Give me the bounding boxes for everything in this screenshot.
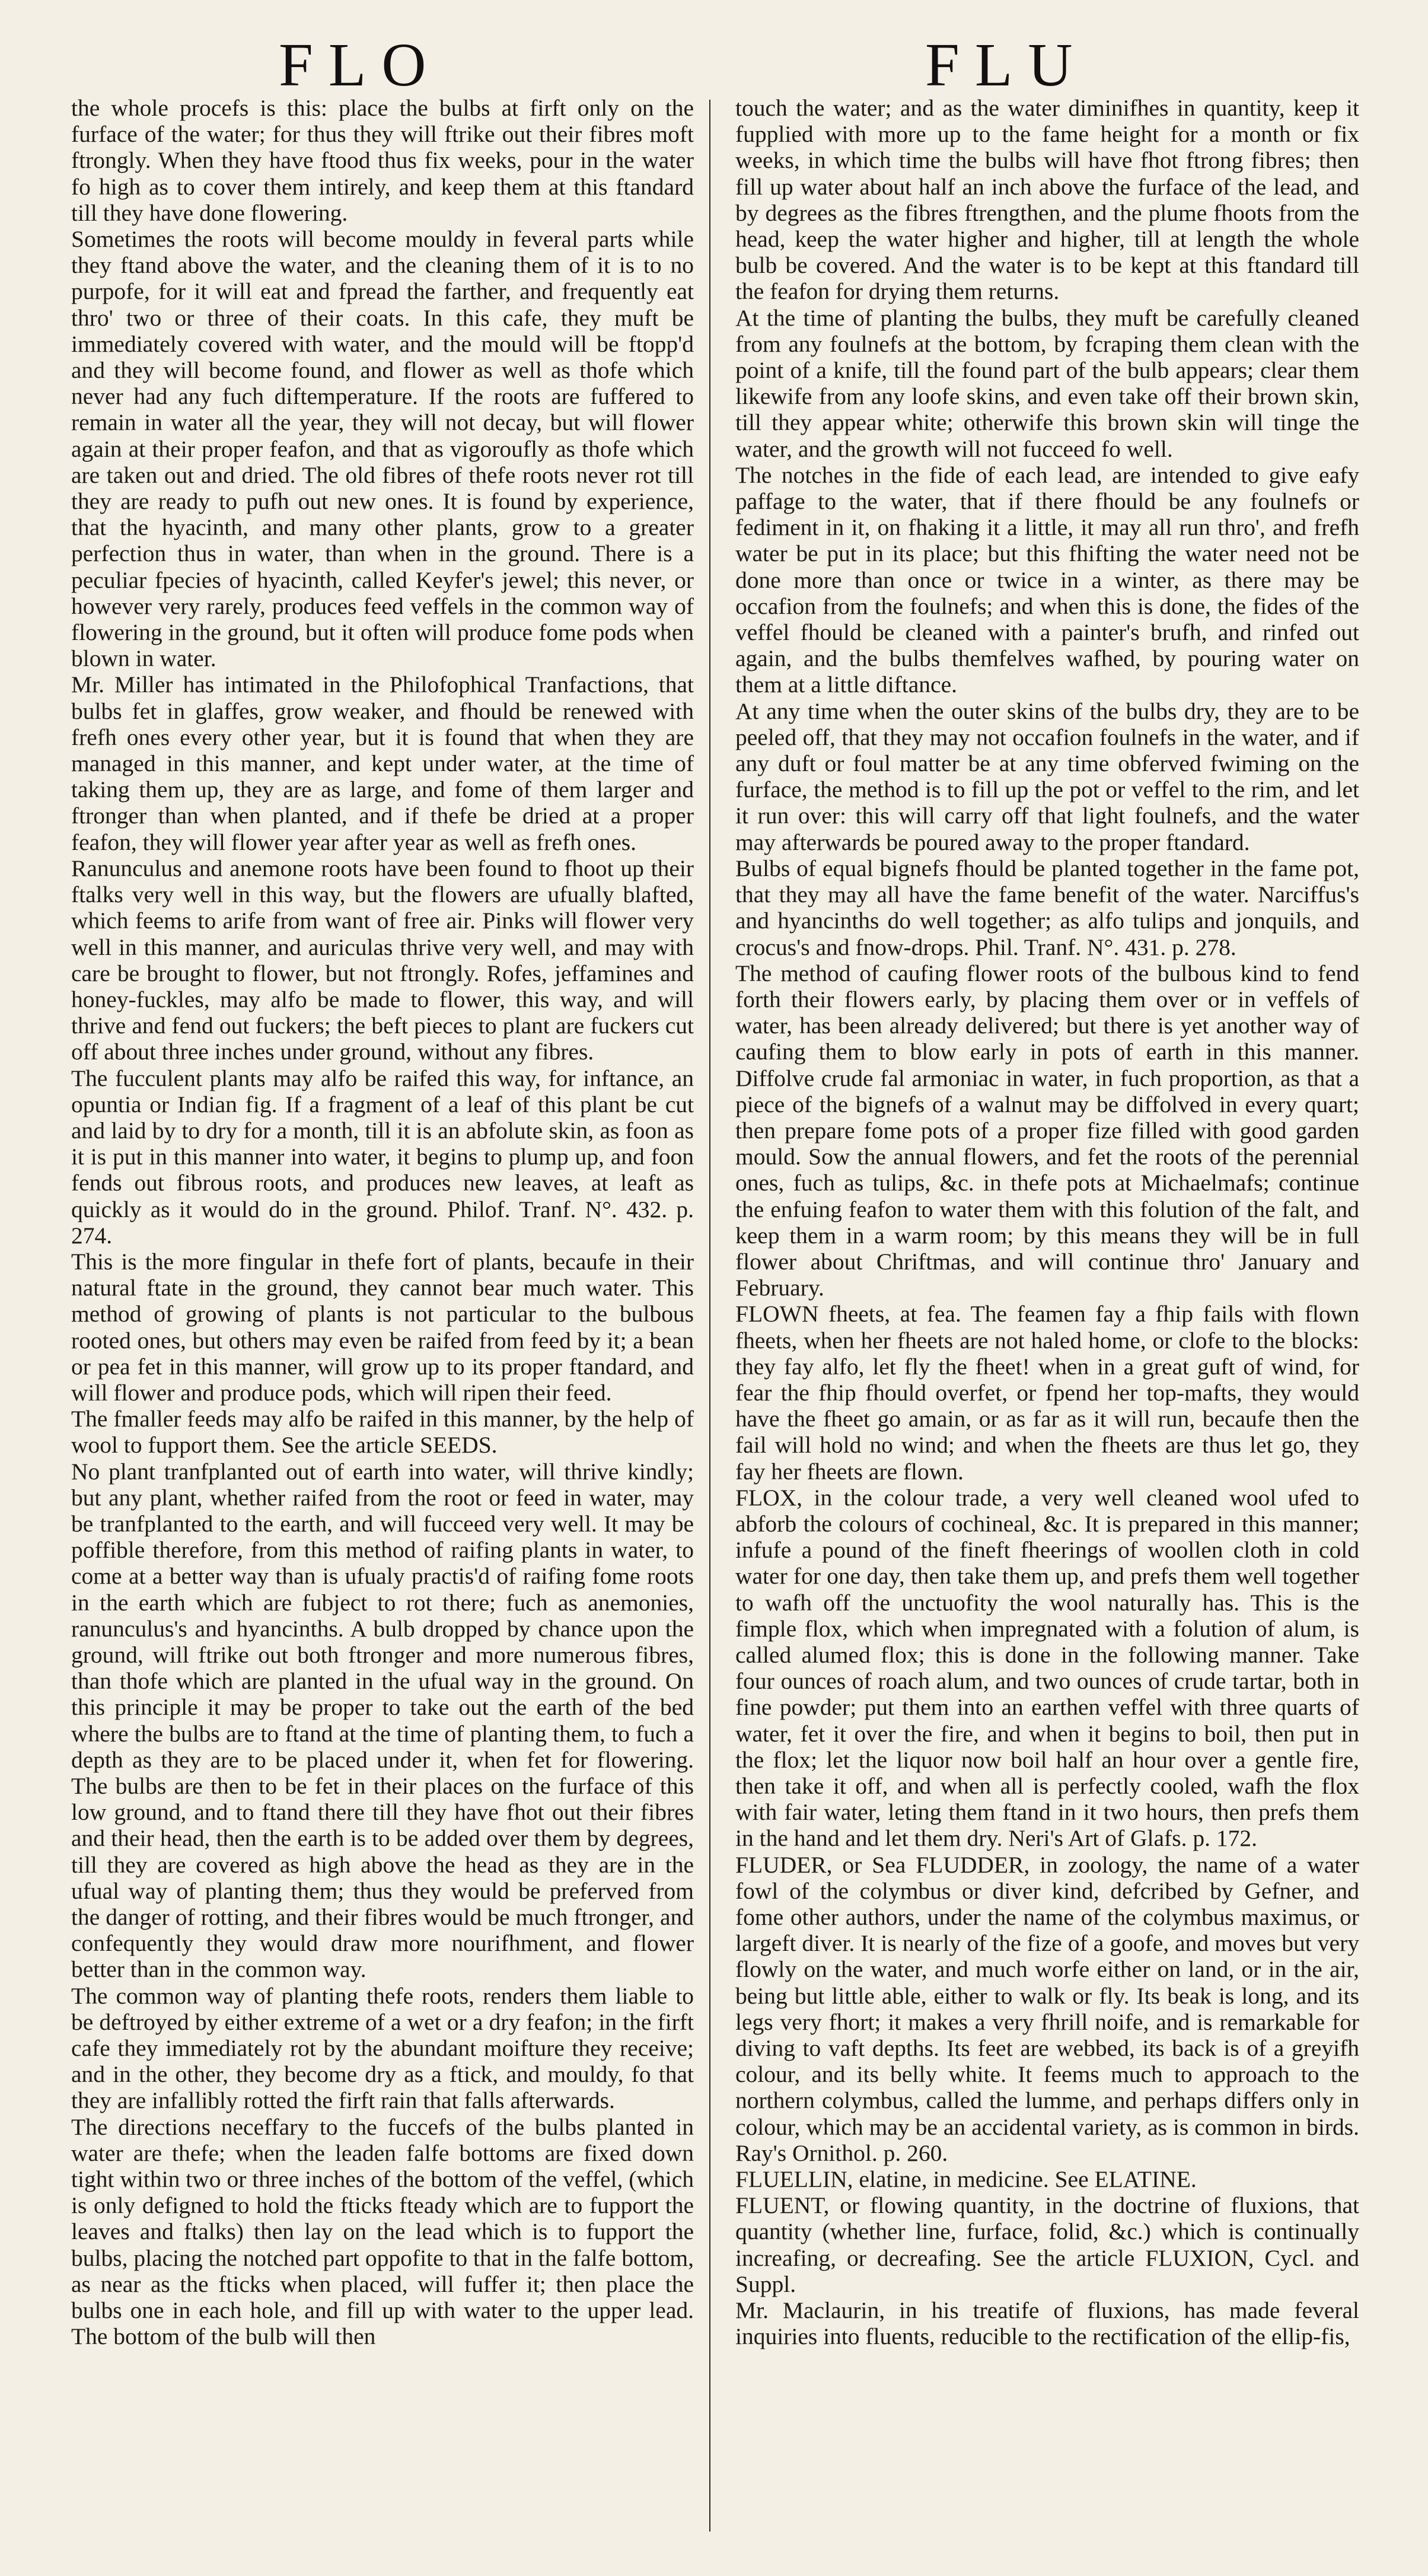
entry-flox: FLOX, in the colour trade, a very well cleaned wool ufed to abforb the colours of cochineal, &c. It is prepared in this manner; infufe a pound of the fineft fheerings of woollen cloth in cold water for one day, then take them up, and prefs them well together to wafh off the unctuofity the wool naturally has. This is the fimple flox, which when impregnated with a folution of alum, is called alumed flox; this is done in the following manner. Take four ounces of roach alum, and two ounces of crude tartar, both in fine powder; put them into an earthen veffel with three quarts of water, fet it over the fire, and when it begins to boil, then put in the flox; let the liquor now boil half an hour over a gentle fire, then take it off, and when all is perfectly cooled, wafh the flox with fair water, leting them ftand in it two hours, then prefs them in the hand and let them dry. Neri's Art of Glafs. p. 172.: [735, 1484, 1359, 1852]
paragraph: This is the more fingular in thefe fort of plants, becaufe in their natural ftate in the ground, they cannot bear much water. This method of growing of plants is not particular to the bulbous rooted ones, but others may even be raifed from feed by it; a bean or pea fet in this manner, will grow up to its proper ftandard, and will flower and produce pods, which will ripen their feed.: [71, 1248, 694, 1406]
running-head-right: FLU: [925, 31, 1088, 99]
paragraph: The notches in the fide of each lead, are intended to give eafy paffage to the water, that if there fhould be any foulnefs or fediment in it, on fhaking it a little, it may all run thro', and frefh water be put in its place; but this fhifting the water need not be done more than once or twice in a winter, as there may be occafion from the foulnefs; and when this is done, the fides of the veffel fhould be cleaned with a painter's brufh, and rinfed out again, and the bulbs themfelves wafhed, by pouring water on them at a little diftance.: [735, 461, 1359, 698]
paragraph: At the time of planting the bulbs, they muft be carefully cleaned from any foulnefs at the bottom, by fcraping them clean with the point of a knife, till the found part of the bulb appears; clear them likewife from any loofe skins, and even take off their brown skin, till they appear white; otherwife this brown skin will tinge the water, and the growth will not fucceed fo well.: [735, 304, 1359, 462]
entry-flown-sheets: FLOWN fheets, at fea. The feamen fay a fhip fails with flown fheets, when her fheets are not haled home, or clofe to the blocks: they fay alfo, let fly the fheet! when in a great guft of wind, for fear the fhip fhould overfet, or fpend her top-mafts, they would have the fheet go amain, or as far as it will run, becaufe then the fail will hold no wind; and when the fheets are thus let go, they fay her fheets are flown.: [735, 1301, 1359, 1485]
paragraph: Ranunculus and anemone roots have been found to fhoot up their ftalks very well in this way, but the flowers are ufually blafted, which feems to arife from want of free air. Pinks will flower very well in this manner, and auriculas thrive very well, and may with care be brought to flower, but not ftrongly. Rofes, jeffamines and honey-fuckles, may alfo be made to flower, this way, and will thrive and fend out fuckers; the beft pieces to plant are fuckers cut off about three inches under ground, without any fibres.: [71, 855, 694, 1065]
paragraph: The fmaller feeds may alfo be raifed in this manner, by the help of wool to fupport them. See the article SEEDS.: [71, 1406, 694, 1459]
paragraph: The directions neceffary to the fuccefs of the bulbs planted in water are thefe; when the leaden falfe bottoms are fixed down tight within two or three inches of the bottom of the veffel, (which is only defigned to hold the fticks fteady which are to fupport the leaves and ftalks) then lay on the lead which is to fupport the bulbs, placing the notched part oppofite to that in the falfe bottom, as near as the fticks when placed, will fuffer it; then place the bulbs one in each hole, and fill up with water to the upper lead. The bottom of the bulb will then: [71, 2113, 694, 2350]
paragraph: Bulbs of equal bignefs fhould be planted together in the fame pot, that they may all have the fame benefit of the water. Narciffus's and hyancinths do well together; as alfo tulips and jonquils, and crocus's and fnow-drops. Phil. Tranf. N°. 431. p. 278.: [735, 855, 1359, 960]
paragraph: Sometimes the roots will become mouldy in feveral parts while they ftand above the water, and the cleaning them of it is to no purpofe, for it will eat and fpread the farther, and frequently eat thro' two or three of their coats. In this cafe, they muft be immediately covered with water, and the mould will be ftopp'd and they will become found, and flower as well as thofe which never had any fuch diftemperature. If the roots are fuffered to remain in water all the year, they will not decay, but will flower again at their proper feafon, and that as vigoroufly as thofe which are taken out and dried. The old fibres of thefe roots never rot till they are ready to pufh out new ones. It is found by experience, that the hyacinth, and many other plants, grow to a greater perfection thus in water, than when in the ground. There is a peculiar fpecies of hyacinth, called Keyfer's jewel; this never, or however very rarely, produces feed veffels in the common way of flowering in the ground, but it often will produce fome pods when blown in water.: [71, 226, 694, 672]
paragraph: The fucculent plants may alfo be raifed this way, for inftance, an opuntia or Indian fig. If a fragment of a leaf of this plant be cut and laid by to dry for a month, till it is an abfolute skin, as foon as it is put in this manner into water, it begins to plump up, and foon fends out fibrous roots, and produces new leaves, at leaft as quickly as it would do in the ground. Philof. Tranf. N°. 432. p. 274.: [71, 1065, 694, 1249]
paragraph: the whole procefs is this: place the bulbs at firft only on the furface of the water; for thus they will ftrike out their fibres moft ftrongly. When they have ftood thus fix weeks, pour in the water fo high as to cover them intirely, and keep them at this ftandard till they have done flowering.: [71, 95, 694, 226]
paragraph: No plant tranfplanted out of earth into water, will thrive kindly; but any plant, whether raifed from the root or feed in water, may be tranfplanted to the earth, and will fucceed very well. It may be poffible therefore, from this method of raifing plants in water, to come at a better way than is ufualy practis'd of raifing fome roots in the earth which are fubject to rot there; fuch as anemonies, ranunculus's and hyancinths. A bulb dropped by chance upon the ground, will ftrike out both ftronger and more numerous fibres, than thofe which are planted in the ufual way in the ground. On this principle it may be proper to take out the earth of the bed where the bulbs are to ftand at the time of planting them, to fuch a depth as they are to be placed under it, when fet for flowering. The bulbs are then to be fet in their places on the furface of this low ground, and to ftand there till they have fhot out their fibres and their head, then the earth is to be added over them by degrees, till they are covered as high above the head as they are in the ufual way of planting them; thus they would be preferved from the danger of rotting, and their fibres would be much ftronger, and confequently they would draw more nourifhment, and flower better than in the common way.: [71, 1458, 694, 1983]
paragraph: The method of caufing flower roots of the bulbous kind to fend forth their flowers early, by placing them over or in veffels of water, has been already delivered; but there is yet another way of caufing them to blow early in pots of earth in this manner. Diffolve crude fal armoniac in water, in fuch proportion, as that a piece of the bignefs of a walnut may be diffolved in every quart; then prepare fome pots of a proper fize filled with good garden mould. Sow the annual flowers, and fet the roots of the perennial ones, fuch as tulips, &c. in thefe pots at Michaelmafs; continue the enfuing feafon to water them with this folution of the falt, and keep them in a warm room; by this means they will be in full flower about Chriftmas, and will continue thro' January and February.: [735, 960, 1359, 1301]
paragraph: touch the water; and as the water diminifhes in quantity, keep it fupplied with more up to the fame height for a month or fix weeks, in which time the bulbs will have fhot ftrong fibres; then fill up water about half an inch above the furface of the lead, and by degrees as the fibres ftrengthen, and the plume fhoots from the head, keep the water higher and higher, till at length the whole bulb be covered. And the water is to be kept at this ftandard till the feafon for drying them returns.: [735, 95, 1359, 305]
right-column: [735, 95, 1359, 2556]
paragraph: Mr. Maclaurin, in his treatife of fluxions, has made feveral inquiries into fluents, reducible to the rectification of the ellip-fis,: [735, 2297, 1359, 2350]
left-column: [71, 95, 694, 2556]
running-head-left: FLO: [279, 31, 442, 99]
entry-fluellin: FLUELLIN, elatine, in medicine. See ELATINE.: [735, 2166, 1197, 2193]
entry-fluder: FLUDER, or Sea FLUDDER, in zoology, the name of a water fowl of the colymbus or diver kind, defcribed by Gefner, and fome other authors, under the name of the colymbus maximus, or largeft diver. It is nearly of the fize of a goofe, and moves but very flowly on the water, and much worfe either on land, or in the air, being but little able, either to walk or fly. Its beak is long, and its legs very fhort; it makes a very fhrill noife, and is remarkable for diving to vaft depths. Its feet are webbed, its back is of a greyifh colour, and its belly white. It feems much to approach to the northern colymbus, called the lumme, and perhaps differs only in colour, which may be an accidental variety, as is common in birds. Ray's Ornithol. p. 260.: [735, 1851, 1359, 2166]
paragraph: The common way of planting thefe roots, renders them liable to be deftroyed by either extreme of a wet or a dry feafon; in the firft cafe they immediately rot by the abundant moifture they receive; and in the other, they become dry as a ftick, and mouldy, fo that they are infallibly rotted the firft rain that falls afterwards.: [71, 1982, 694, 2114]
paragraph: At any time when the outer skins of the bulbs dry, they are to be peeled off, that they may not occafion foulnefs in the water, and if any duft or foul matter be at any time obferved fwiming on the furface, the method is to fill up the pot or veffel to the rim, and let it run over: this will carry off that light foulnefs, and the water may afterwards be poured away to the proper ftandard.: [735, 698, 1359, 855]
column-rule: [709, 100, 710, 2532]
paragraph: Mr. Miller has intimated in the Philofophical Tranfactions, that bulbs fet in glaffes, grow weaker, and fhould be renewed with frefh ones every other year, but it is found that when they are managed in this manner, and kept under water, at the time of taking them up, they are as large, and fome of them larger and ftronger than when planted, and if thefe be dried at a proper feafon, they will flower year after year as well as frefh ones.: [71, 671, 694, 855]
entry-fluent: FLUENT, or flowing quantity, in the doctrine of fluxions, that quantity (whether line, furface, folid, &c.) which is continually increafing, or decreafing. See the article FLUXION, Cycl. and Suppl.: [735, 2192, 1359, 2297]
